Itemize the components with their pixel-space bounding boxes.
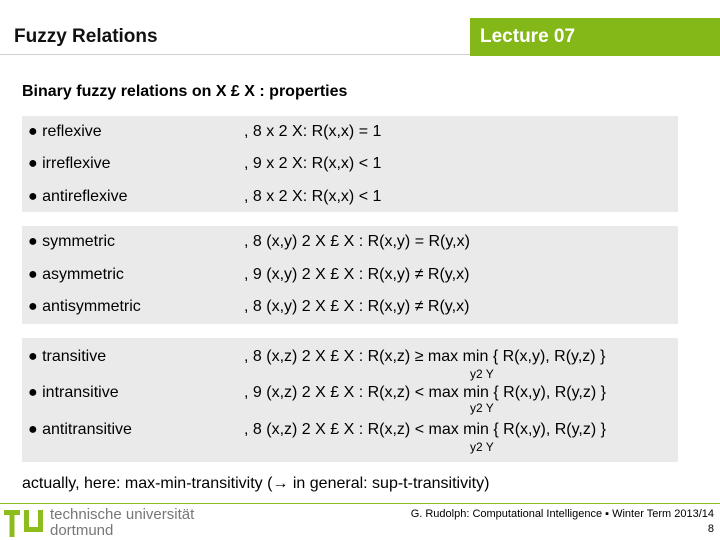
property-definition: , 8 (x,y) 2 X £ X : R(x,y) = R(y,x) [244,233,470,250]
course-credit: G. Rudolph: Computational Intelligence ▪ Winter Term 2013/14 [410,508,714,520]
property-definition: , 9 x 2 X: R(x,x) < 1 [244,155,382,172]
property-definition: , 8 x 2 X: R(x,x) < 1 [244,188,382,205]
footnote: actually, here: max-min-transitivity (→ in general: sup-t-transitivity) [22,475,490,492]
tu-logo-icon [4,507,48,537]
property-definition: , 8 (x,z) 2 X £ X : R(x,z) < max min { R(x,y), R(y,z) } [244,421,606,438]
university-name: technische universität [50,506,195,523]
property-definition: , 9 (x,y) 2 X £ X : R(x,y) ≠ R(y,x) [244,266,470,283]
property-definition: , 8 (x,y) 2 X £ X : R(x,y) ≠ R(y,x) [244,298,470,315]
property-definition: , 8 x 2 X: R(x,x) = 1 [244,123,382,140]
university-city: dortmund [50,522,114,539]
property-name: ● irreflexive [28,155,111,172]
property-name: ● reflexive [28,123,102,140]
property-name: ● transitive [28,348,107,365]
max-subscript: y2 Y [470,401,494,415]
property-definition: , 9 (x,z) 2 X £ X : R(x,z) < max min { R(x,y), R(y,z) } [244,384,606,401]
property-name: ● antireflexive [28,188,128,205]
property-name: ● antisymmetric [28,298,141,315]
property-name: ● antitransitive [28,421,132,438]
property-definition: , 8 (x,z) 2 X £ X : R(x,z) ≥ max min { R(x,y), R(y,z) } [244,348,606,365]
slide-title: Fuzzy Relations [14,26,158,47]
property-name: ● intransitive [28,384,119,401]
footer-divider [0,503,720,504]
lecture-label: Lecture 07 [480,26,576,47]
property-name: ● asymmetric [28,266,124,283]
page-number: 8 [707,523,714,535]
max-subscript: y2 Y [470,367,494,381]
property-name: ● symmetric [28,233,115,250]
slide-subtitle: Binary fuzzy relations on X £ X : properties [22,83,348,100]
max-subscript: y2 Y [470,440,494,454]
